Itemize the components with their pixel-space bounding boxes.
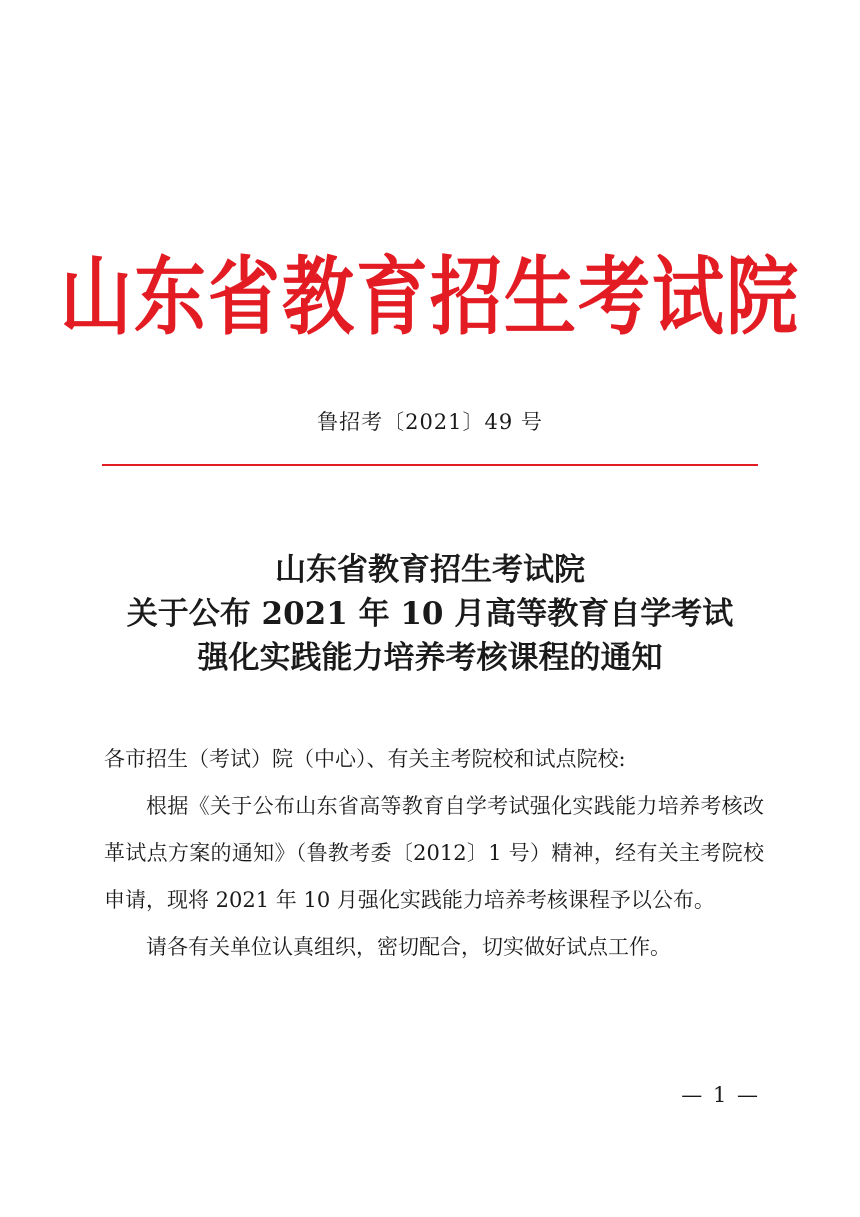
document-title bbox=[0, 548, 860, 680]
title-line-1: 山东省教育招生考试院 bbox=[275, 552, 585, 588]
issuer-masthead: 山东省教育招生考试院 bbox=[59, 246, 800, 347]
salutation: 各市招生（考试）院（中心）、有关主考院校和试点院校: bbox=[104, 747, 626, 771]
document-body bbox=[104, 736, 764, 971]
body-paragraph-1: 根据《关于公布山东省高等教育自学考试强化实践能力培养考核改革试点方案的通知》（鲁教考委〔2012〕1 号）精神，经有关主考院校申请，现将 2021 年 10 月强化实践能力培养考核课程予以公布。 bbox=[104, 794, 764, 912]
body-paragraph-2: 请各有关单位认真组织，密切配合，切实做好试点工作。 bbox=[146, 935, 671, 959]
document-number: 鲁招考〔2021〕49 号 bbox=[317, 410, 543, 434]
page-number: — 1 — bbox=[681, 1083, 760, 1107]
title-line-2: 关于公布 2021 年 10 月高等教育自学考试 bbox=[126, 596, 734, 632]
title-line-3: 强化实践能力培养考核课程的通知 bbox=[197, 640, 663, 676]
red-divider-line bbox=[102, 464, 758, 466]
